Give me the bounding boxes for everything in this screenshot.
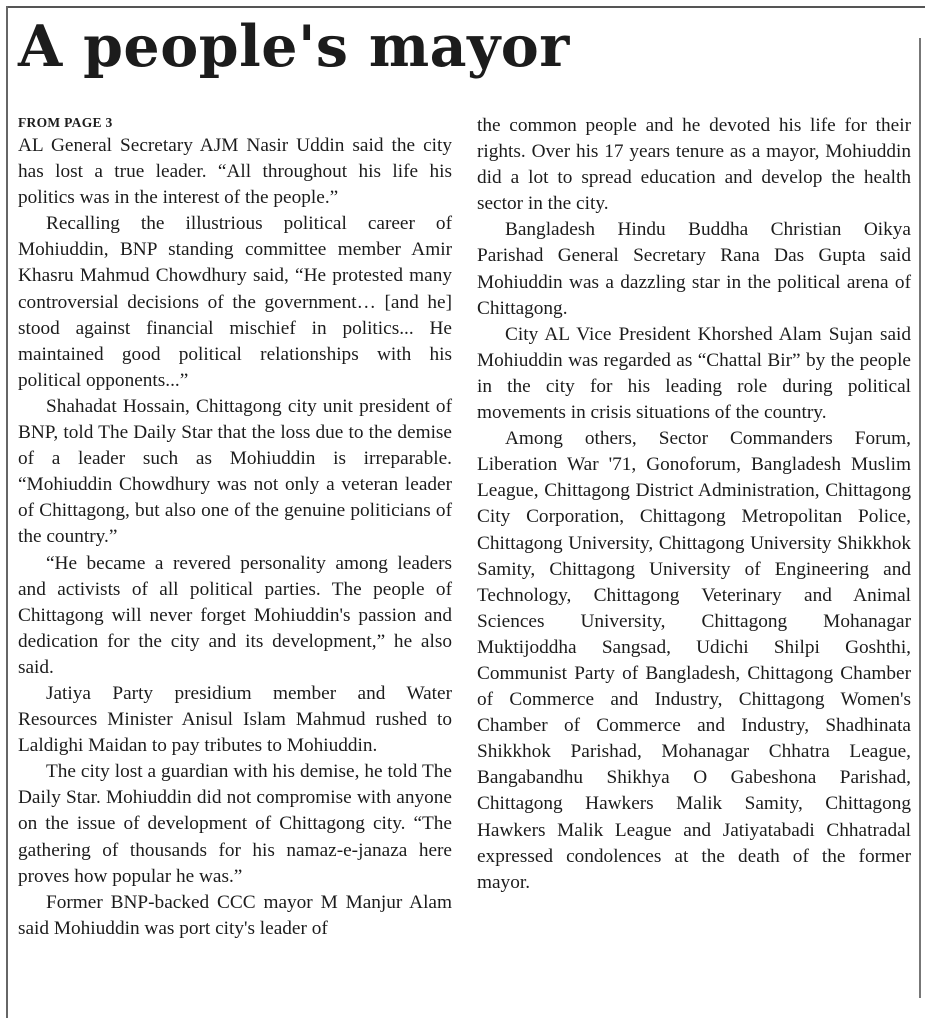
- article-paragraph: the common people and he devoted his life for their rights. Over his 17 years tenure as a mayor, Mohiuddin did a lot to spread education and develop the health sector in the city.: [477, 115, 911, 215]
- article-paragraph: Among others, Sector Commanders Forum, Liberation War '71, Gonoforum, Bangladesh Muslim League, Chittagong District Administration, Chittagong City Corporation, Chittagong Metropolitan Police, Chittagong University, Chittagong University Shikkhok Samity, Chittagong University of Engineering and Technology, Chittagong Veterinary and Animal Sciences University, Chittagong Mohanagar Muktijoddha Sangsad, Udichi Shilpi Goshthi, Communist Party of Bangladesh, Chittagong Chamber of Commerce and Industry, Chittagong Women's Chamber of Commerce and Industry, Shadhinata Shikkhok Parishad, Mohanagar Chhatra League, Bangabandhu Shikhya O Gabeshona Parishad, Chittagong Hawkers Malik Samity, Chittagong Hawkers Malik League and Jatiyatabadi Chhatradal expressed condolences at the death of the former mayor.: [477, 428, 911, 893]
- top-border-rule: [6, 6, 925, 8]
- jump-kicker: FROM PAGE 3: [18, 115, 113, 130]
- article-headline: A people's mayor: [18, 13, 570, 80]
- article-paragraph: “He became a revered personality among leaders and activists of all political parties. The people of Chittagong will never forget Mohiuddin's passion and dedication for the city and its development,” he also said.: [18, 552, 452, 678]
- right-column-rule: [919, 38, 921, 998]
- article-paragraph: Jatiya Party presidium member and Water Resources Minister Anisul Islam Mahmud rushed to Laldighi Maidan to pay tributes to Mohiuddin.: [18, 682, 452, 757]
- article-column-left: [18, 113, 452, 942]
- article-paragraph: City AL Vice President Khorshed Alam Sujan said Mohiuddin was regarded as “Chattal Bir” by the people in the city for his leading role during political movements in crisis situations of the country.: [477, 323, 911, 424]
- article-paragraph: AL General Secretary AJM Nasir Uddin said the city has lost a true leader. “All throughout his life his politics was in the interest of the people.”: [18, 135, 452, 209]
- article-column-right: [477, 113, 911, 896]
- article-paragraph: Former BNP-backed CCC mayor M Manjur Alam said Mohiuddin was port city's leader of: [18, 891, 452, 939]
- article-paragraph: The city lost a guardian with his demise, he told The Daily Star. Mohiuddin did not compromise with anyone on the issue of development of Chittagong city. “The gathering of thousands for his namaz-e-janaza here proves how popular he was.”: [18, 761, 452, 887]
- article-paragraph: Bangladesh Hindu Buddha Christian Oikya Parishad General Secretary Rana Das Gupta said Mohiuddin was a dazzling star in the political arena of Chittagong.: [477, 219, 911, 319]
- article-paragraph: Shahadat Hossain, Chittagong city unit president of BNP, told The Daily Star that the loss due to the demise of a leader such as Mohiuddin is irreparable. “Mohiuddin Chowdhury was not only a veteran leader of Chittagong, but also one of the genuine politicians of the country.”: [18, 395, 452, 548]
- article-paragraph: Recalling the illustrious political career of Mohiuddin, BNP standing committee member Amir Khasru Mahmud Chowdhury said, “He protested many controversial decisions of the government… [and he] stood against financial mischief in politics... He maintained good political relationships with his political opponents...”: [18, 213, 452, 391]
- left-border-rule: [6, 6, 8, 1018]
